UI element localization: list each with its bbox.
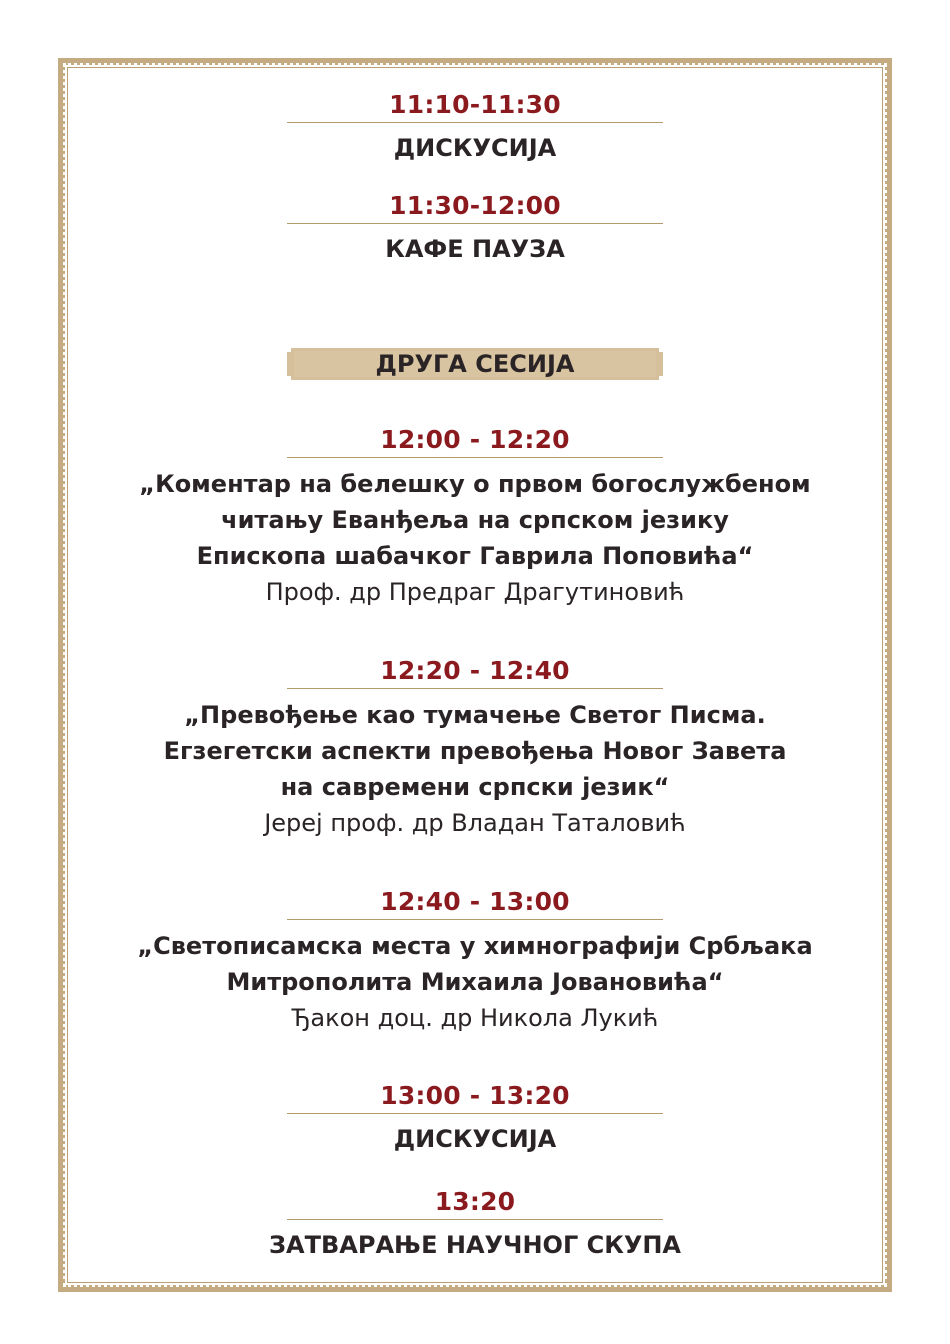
talk-title-line: Епископа шабачког Гаврила Поповића“ (196, 542, 754, 570)
time-slot: 12:00 - 12:20 (380, 425, 570, 454)
talk-title-line: „Коментар на белешку о првом богослужбеном (139, 470, 811, 498)
divider (287, 688, 663, 689)
time-slot: 12:40 - 13:00 (380, 887, 570, 916)
talk-1 (0, 425, 950, 610)
divider (287, 919, 663, 920)
talk-title (0, 928, 950, 1000)
schedule-item-discussion-1 (0, 90, 950, 163)
talk-2 (0, 656, 950, 841)
talk-title (0, 697, 950, 805)
talk-title-line: „Светописамска места у химнографији Србљака (137, 932, 813, 960)
item-label: ДИСКУСИЈА (393, 1125, 557, 1153)
time-slot: 11:10-11:30 (389, 90, 561, 119)
time-slot: 12:20 - 12:40 (380, 656, 570, 685)
divider (287, 457, 663, 458)
schedule-item-coffee-break (0, 191, 950, 264)
talk-title-line: на савремени српски језик“ (280, 773, 670, 801)
divider (287, 223, 663, 224)
talk-title-line: Митрополита Михаила Јовановића“ (226, 968, 724, 996)
talk-3 (0, 887, 950, 1036)
talk-author: Јереј проф. др Владан Таталовић (264, 809, 686, 837)
talk-title-line: „Превођење као тумачење Светог Писма. (184, 701, 766, 729)
talk-author: Ђакон доц. др Никола Лукић (291, 1004, 659, 1032)
talk-author: Проф. др Предраг Драгутиновић (265, 578, 685, 606)
talk-title (0, 466, 950, 574)
schedule-item-discussion-2 (0, 1081, 950, 1154)
time-slot: 13:20 (434, 1187, 516, 1216)
time-slot: 11:30-12:00 (389, 191, 561, 220)
item-label: КАФЕ ПАУЗА (385, 235, 565, 263)
talk-title-line: читању Еванђеља на српском језику (221, 506, 729, 534)
time-slot: 13:00 - 13:20 (380, 1081, 570, 1110)
session-banner (287, 346, 663, 382)
divider (287, 1219, 663, 1220)
item-label: ДИСКУСИЈА (393, 134, 557, 162)
session-title: ДРУГА СЕСИЈА (375, 350, 575, 378)
schedule-item-closing (0, 1187, 950, 1260)
talk-title-line: Егзегетски аспекти превођења Новог Завета (163, 737, 787, 765)
item-label: ЗАТВАРАЊЕ НАУЧНОГ СКУПА (269, 1231, 681, 1259)
divider (287, 122, 663, 123)
divider (287, 1113, 663, 1114)
